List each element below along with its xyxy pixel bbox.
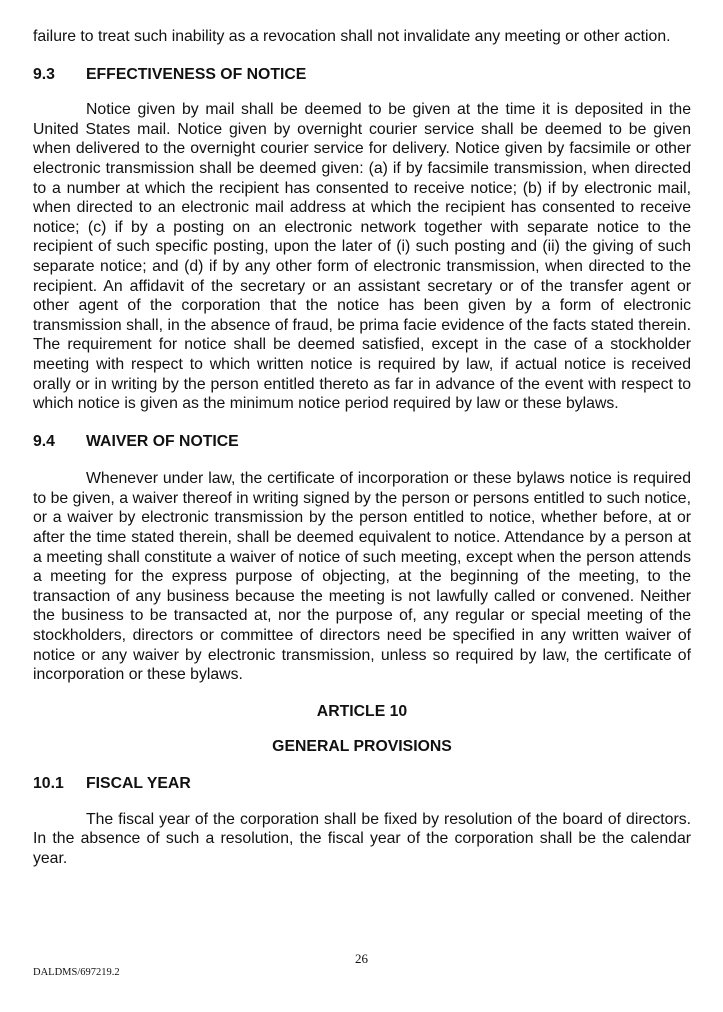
section-9-4-heading bbox=[33, 432, 691, 452]
section-9-4-body: Whenever under law, the certificate of incorporation or these bylaws notice is required to be given, a waiver thereof in writing signed by the person or persons entitled to such notice, or a waiver by electronic transmission by the person entitled to notice, whether before, at or after the time stated therein, shall be deemed equivalent to notice. Attendance by a person at a meeting shall constitute a waiver of notice of such meeting, except when the person attends a meeting for the express purpose of objecting, at the beginning of the meeting, to the transaction of any business because the meeting is not lawfully called or convened. Neither the business to be transacted at, nor the purpose of, any regular or special meeting of the stockholders, directors or committee of directors need be specified in any written waiver of notice or any waiver by electronic transmission, unless so required by law, the certificate of incorporation or these bylaws. bbox=[33, 470, 691, 684]
section-10-1-heading bbox=[33, 774, 691, 794]
article-title: GENERAL PROVISIONS bbox=[272, 738, 452, 756]
section-title: EFFECTIVENESS OF NOTICE bbox=[86, 65, 307, 83]
page-content bbox=[33, 27, 691, 868]
section-title: FISCAL YEAR bbox=[86, 775, 191, 792]
section-number: 9.3 bbox=[33, 65, 55, 83]
section-10-1-body: The fiscal year of the corporation shall be fixed by resolution of the board of directors. In the absence of such a resolution, the fiscal year of the corporation shall be the calendar year. bbox=[33, 810, 691, 867]
intro-paragraph: failure to treat such inability as a revocation shall not invalidate any meeting or other action. bbox=[33, 28, 671, 45]
section-9-3-heading bbox=[33, 65, 691, 85]
article-label: ARTICLE 10 bbox=[316, 702, 408, 720]
section-title: WAIVER OF NOTICE bbox=[86, 432, 239, 450]
section-number: 9.4 bbox=[33, 432, 55, 450]
page-number: 26 bbox=[355, 951, 368, 966]
section-number: 10.1 bbox=[33, 775, 64, 792]
document-id: DALDMS/697219.2 bbox=[33, 967, 120, 978]
section-9-3-body: Notice given by mail shall be deemed to be given at the time it is deposited in the United States mail. Notice given by overnight courier service shall be deemed to be given when delivered to the overnight courier service for delivery. Notice given by facsimile or other electronic transmission shall be deemed given: (a) if by facsimile transmission, when directed to a number at which the recipient has consented to receive notice; (b) if by electronic mail, when directed to an electronic mail address at which the recipient has consented to receive notice; (c) if by a posting on an electronic network together with separate notice to the recipient of such specific posting, upon the later of (i) such posting and (ii) the giving of such separate notice; and (d) if by any other form of electronic transmission, when directed to the recipient. An affidavit of the secretary or an assistant secretary or of the transfer agent or other agent of the corporation that the notice has been given by a form of electronic transmission shall, in the absence of fraud, be prima facie evidence of the facts stated therein. The requirement for notice shall be deemed satisfied, except in the case of a stockholder meeting with respect to which written notice is required by law, if actual notice is received orally or in writing by the person entitled thereto as far in advance of the event with respect to which notice is given as the minimum notice period required by law or these bylaws. bbox=[33, 101, 691, 413]
